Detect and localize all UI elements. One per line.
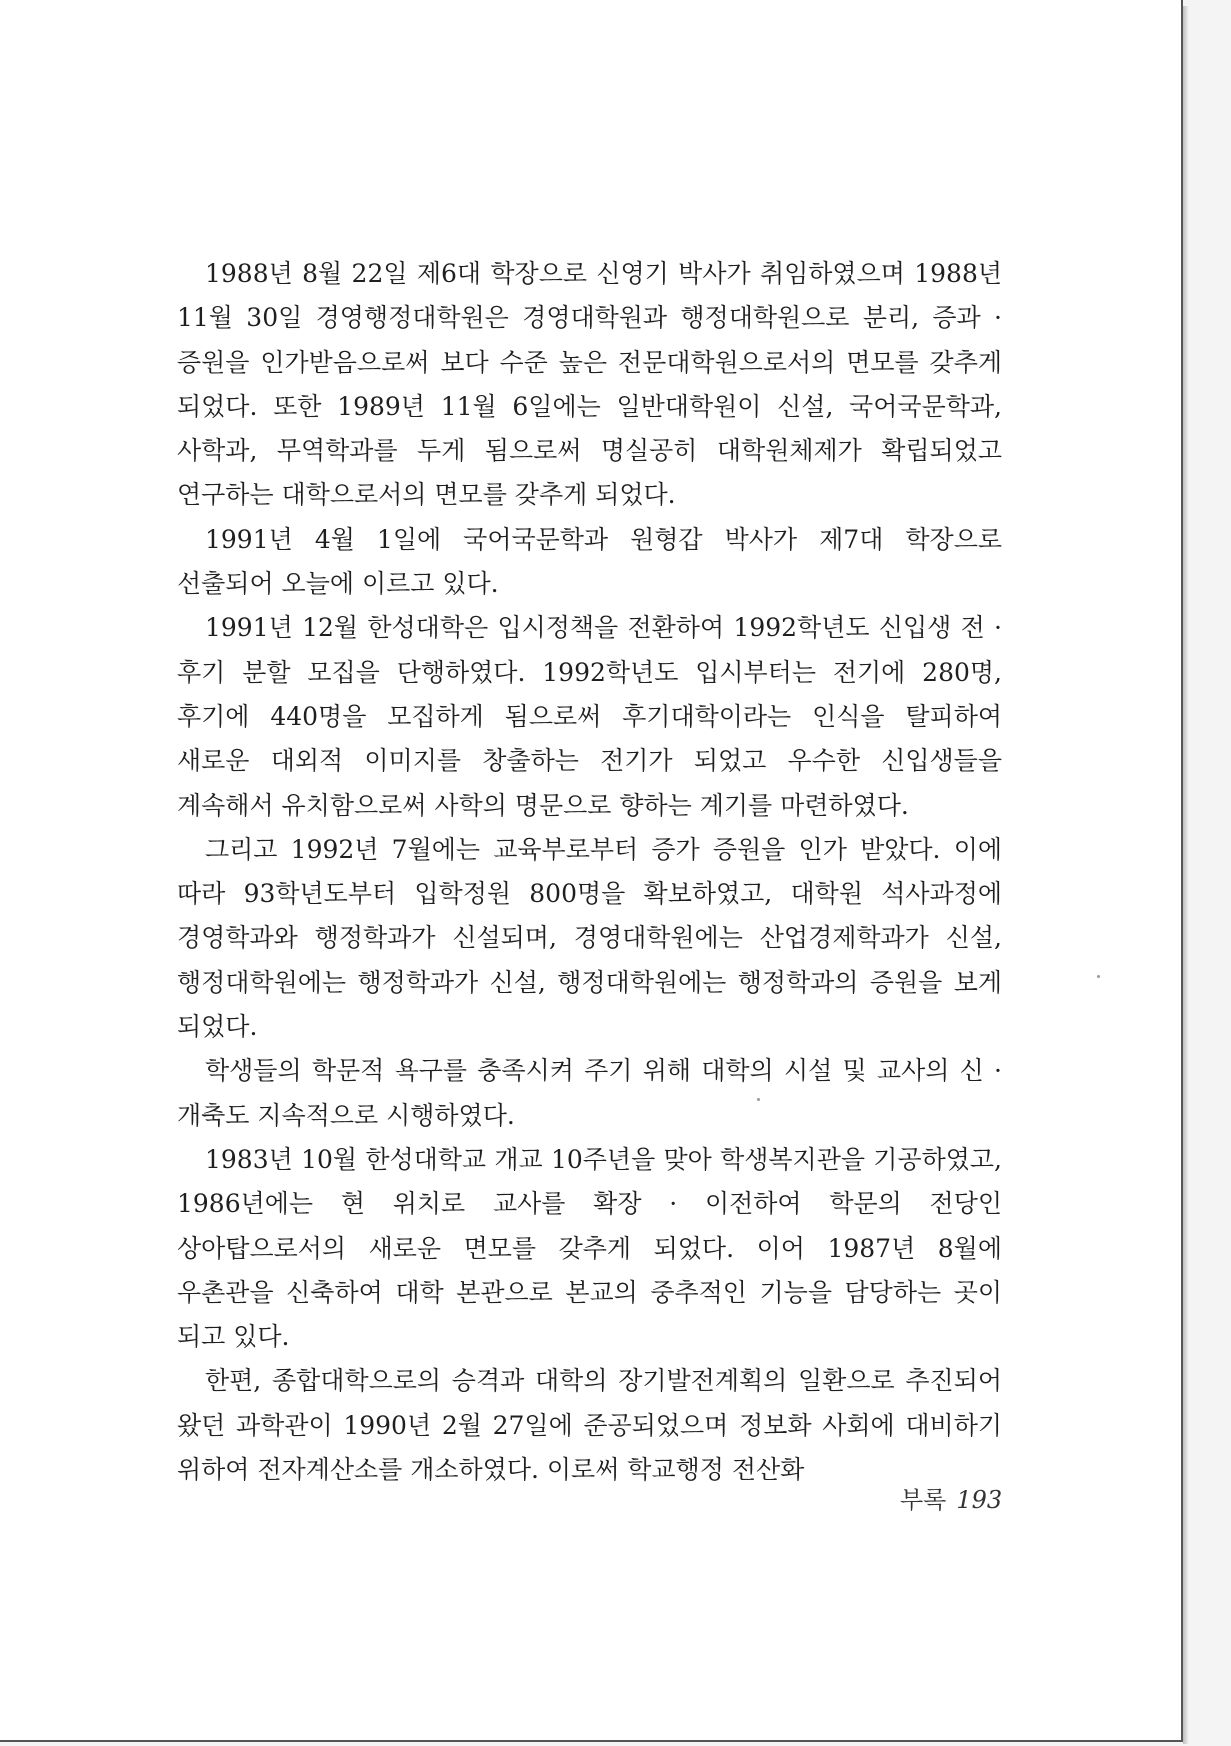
footer-label: 부록 [900, 1486, 947, 1514]
page-footer [900, 1480, 1002, 1515]
paragraph-4: 그리고 1992년 7월에는 교육부로부터 증가 증원을 인가 받았다. 이에 따라 93학년도부터 입학정원 800명을 확보하였고, 대학원 석사과정에 경영학과와 행정학과가 신설되며, 경영대학원에는 산업경제학과가 신설, 행정대학원에는 행정학과가 신설, 행정대학원에는 행정학과의 증원을 보게 되었다. [177, 834, 1002, 1042]
paragraph-5: 학생들의 학문적 욕구를 충족시켜 주기 위해 대학의 시설 및 교사의 신 · 개축도 지속적으로 시행하였다. [177, 1056, 1002, 1130]
paragraph-1: 1988년 8월 22일 제6대 학장으로 신영기 박사가 취임하였으며 1988년 11월 30일 경영행정대학원은 경영대학원과 행정대학원으로 분리, 증과 · 증원을 인가받음으로써 보다 수준 높은 전문대학원으로서의 면모를 갖추게 되었다. 또한 1989년 11월 6일에는 일반대학원이 신설, 국어국문학과, 사학과, 무역학과를 두게 됨으로써 명실공히 대학원체제가 확립되었고 연구하는 대학으로서의 면모를 갖추게 되었다. [177, 259, 1002, 510]
body-text [177, 252, 1002, 1492]
scan-speck [757, 1098, 760, 1101]
page-number: 193 [956, 1486, 1003, 1514]
paragraph-2: 1991년 4월 1일에 국어국문학과 원형갑 박사가 제7대 학장으로 선출되어 오늘에 이르고 있다. [177, 524, 1002, 599]
scan-speck [1097, 975, 1100, 978]
paragraph-7: 한편, 종합대학으로의 승격과 대학의 장기발전계획의 일환으로 추진되어 왔던 과학관이 1990년 2월 27일에 준공되었으며 정보화 사회에 대비하기 위하여 전자계산소를 개소하였다. 이로써 학교행정 전산화 [177, 1366, 1002, 1485]
paragraph-3: 1991년 12월 한성대학은 입시정책을 전환하여 1992학년도 신입생 전 · 후기 분할 모집을 단행하였다. 1992학년도 입시부터는 전기에 280명, 후기에 440명을 모집하게 됨으로써 후기대학이라는 인식을 탈피하여 새로운 대외적 이미지를 창출하는 전기가 되었고 우수한 신입생들을 계속해서 유치함으로써 사학의 명문으로 향하는 계기를 마련하였다. [177, 613, 1002, 820]
page-edge-shadow [1183, 6, 1189, 1744]
paragraph-6: 1983년 10월 한성대학교 개교 10주년을 맞아 학생복지관을 기공하였고, 1986년에는 현 위치로 교사를 확장 · 이전하여 학문의 전당인 상아탑으로서의 새로운 면모를 갖추게 되었다. 이어 1987년 8월에 우촌관을 신축하여 대학 본관으로 본교의 중추적인 기능을 담당하는 곳이 되고 있다. [177, 1144, 1002, 1352]
